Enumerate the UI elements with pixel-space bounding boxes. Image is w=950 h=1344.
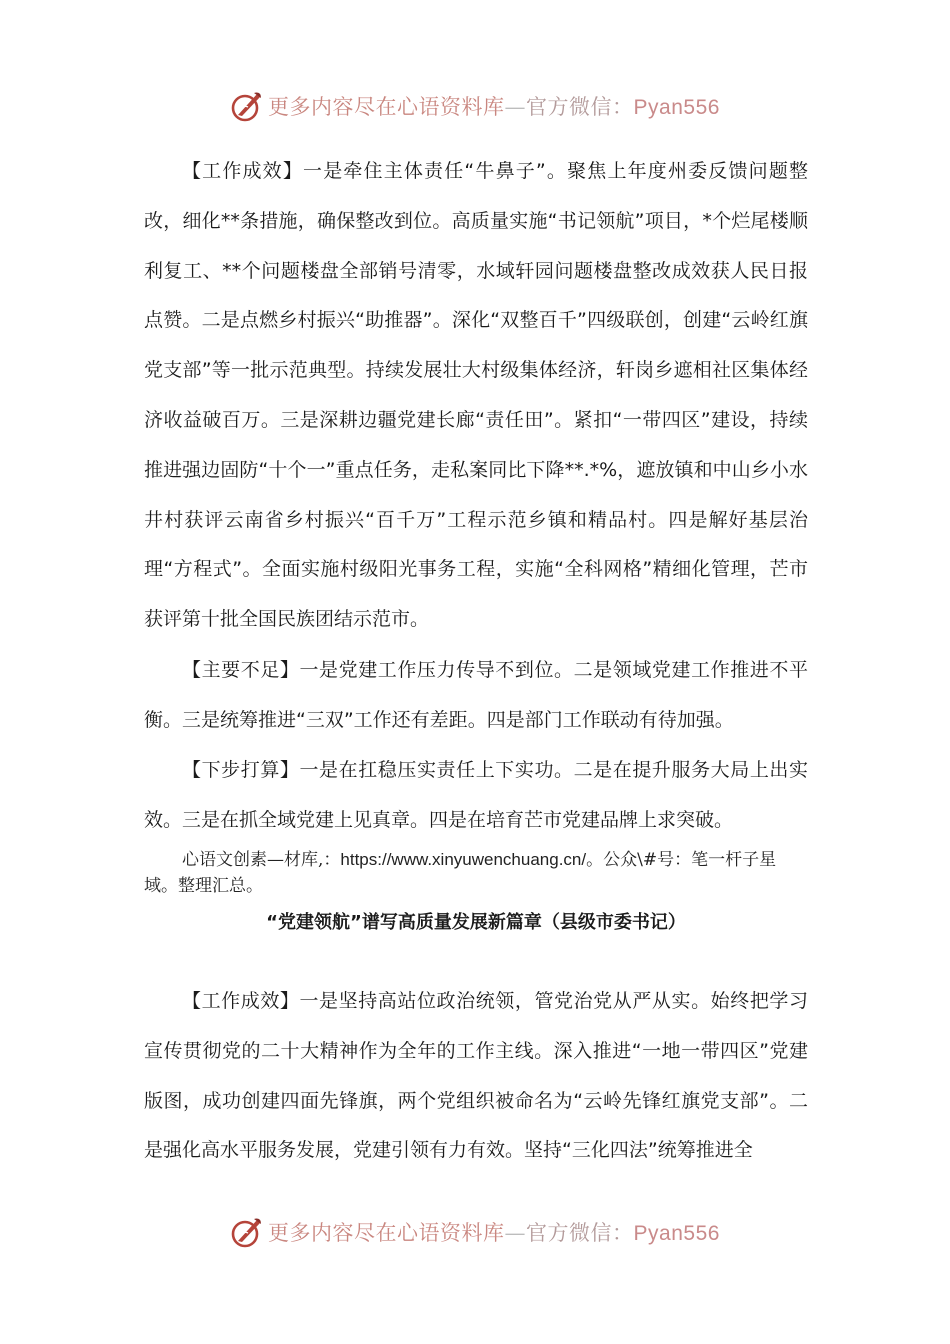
footer-banner [0, 1212, 950, 1252]
banner-wechat-id: Pyan556 [633, 96, 720, 119]
work-results-paragraph: 【工作成效】一是牵住主体责任“牛鼻子”。聚焦上年度州委反馈问题整改，细化**条措施，确保整改到位。高质量实施“书记领航”项目，*个烂尾楼顺利复工、**个问题楼盘全部销号清零，水域轩园问题楼盘整改成效获人民日报点赞。二是点燃乡村振兴“助推器”。深化“双整百千”四级联创，创建“云岭红旗党支部”等一批示范典型。持续发展壮大村级集体经济，轩岗乡遮相社区集体经济收益破百万。三是深耕边疆党建长廊“责任田”。紧扣“一带四区”建设，持续推进强边固防“十个一”重点任务，走私案同比下降**.*%，遮放镇和中山乡小水井村获评云南省乡村振兴“百千万”工程示范乡镇和精品村。四是解好基层治理“方程式”。全面实施村级阳光事务工程，实施“全科网格”精细化管理，芒市获评第十批全国民族团结示范市。 [144, 160, 808, 631]
banner-wechat-label: 官方微信： [526, 95, 634, 119]
section2-paragraph: 【工作成效】一是坚持高站位政治统领，管党治党从严从实。始终把学习宣传贯彻党的二十大精神作为全年的工作主线。深入推进“一地一带四区”党建版图，成功创建四面先锋旗，两个党组织被命名为“云岭先锋红旗党支部”。二是强化高水平服务发展，党建引领有力有效。坚持“三化四法”统筹推进全 [144, 990, 808, 1162]
banner-separator: — [504, 1221, 527, 1245]
section-title: “党建领航”谱写高质量发展新篇章（县级市委书记） [266, 912, 686, 933]
banner-text [268, 91, 720, 121]
quill-logo-icon [230, 1215, 264, 1249]
shortcomings-paragraph: 【主要不足】一是党建工作压力传导不到位。二是领域党建工作推进不平衡。三是统筹推进“三双”工作还有差距。四是部门工作联动有待加强。 [144, 659, 808, 731]
banner-text [268, 1217, 720, 1247]
banner-brand: 更多内容尽在心语资料库 [268, 1221, 505, 1245]
banner-brand: 更多内容尽在心语资料库 [268, 95, 505, 119]
source-note [144, 847, 808, 899]
source-note-suffix: 。公众\#号：笔一杆子星域。整理汇总。 [144, 850, 777, 896]
source-url-link[interactable]: https://www.xinyuwenchuang.cn/ [340, 850, 587, 869]
banner-wechat-id: Pyan556 [633, 1222, 720, 1245]
next-steps-paragraph: 【下步打算】一是在扛稳压实责任上下实功。二是在提升服务大局上出实效。三是在抓全域党建上见真章。四是在培育芒市党建品牌上求突破。 [144, 759, 808, 831]
banner-separator: — [504, 95, 527, 119]
source-note-prefix: 心语文创素—材库,： [182, 850, 341, 870]
header-banner [0, 86, 950, 126]
quill-logo-icon [230, 89, 264, 123]
banner-wechat-label: 官方微信： [526, 1221, 634, 1245]
